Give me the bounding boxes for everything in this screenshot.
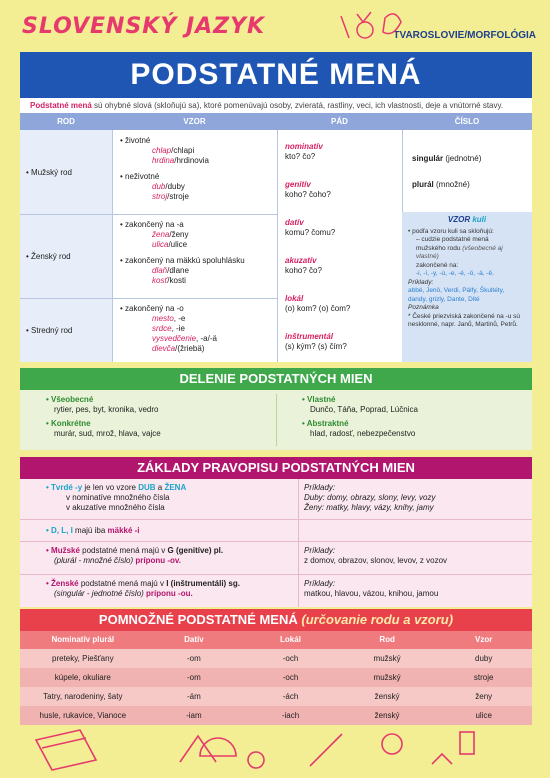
rod-muzsky: • Mužský rod [26, 168, 72, 177]
rule-tvrde-y: • Tvrdé -y je len vo vzore DUB a ŽENA v nominatíve množného čísla v akuzatíve množného čísla [46, 483, 187, 512]
table-header [20, 113, 532, 130]
pad-genitiv: genitív koho? čoho? [285, 180, 331, 199]
examples-1: Príklady: Duby: domy, obrazy, slony, levy, vozy Ženy: matky, hlavy, vázy, knihy, jamy [304, 483, 436, 512]
table-row: kúpele, okuliare -om -och mužský stroje [20, 668, 532, 687]
col-cislo: ČÍSLO [454, 117, 480, 126]
pad-dativ: datív komu? čomu? [285, 218, 336, 237]
calculator-icon [460, 732, 474, 754]
rule-dli: • D, L, I majú iba mäkké -i [46, 526, 140, 535]
pomnozne-header: POMNOŽNÉ PODSTATNÉ MENÁ (určovanie rodu a vzoru) [20, 609, 532, 631]
pen-icon [310, 734, 342, 766]
ball-icon [382, 734, 402, 754]
cislo-singular: singulár (jednotné) [412, 154, 482, 163]
definition-term: Podstatné mená [30, 101, 92, 110]
page-subtitle: TVAROSLOVIE/MORFOLÓGIA [393, 30, 536, 41]
vzor-muzsky: • životné chlap/chlapi hrdina/hrdinovia • neživotné dub/duby stroj/stroje [120, 136, 209, 201]
vzor-zensky: • zakončený na -a žena/ženy ulica/ulice • zakončený na mäkkú spoluhlásku dlaň/dlane kosť/kosti [120, 220, 245, 285]
col-vzor: VZOR [183, 117, 206, 126]
vzor-kuli-box: VZOR kuli • podľa vzoru kuli sa skloňujú: – cudzie podstatné mená mužského rodu (všeobecné aj vlastné) zakončené na: -i, -í, -y, -ú, -e, -é, -ö, -á, -ě. Príklady: abbé, Jenö, Verdi, Pálfy, Škultéty, dandy, grizly, Dante, Dité Poznámka * České priezviská zakončené na -u sú nesklonné, napr. Janů, Martinů, Petrů. [402, 212, 532, 362]
doodle-icons [335, 8, 410, 46]
delenie-left: • Všeobecné rytier, pes, byt, kronika, vedro • Konkrétne murár, sud, mrož, hlava, vajce [46, 395, 161, 438]
rod-zensky: • Ženský rod [26, 252, 71, 261]
main-table [20, 130, 532, 362]
scissors-icon [432, 754, 452, 764]
vzor-stredny: • zakončený na -o mesto, -e srdce, -ie vysvedčenie, -a/-ä dievča/(žriebä) [120, 304, 217, 353]
book-icon [36, 730, 96, 770]
pad-instrumental: inštrumentál (s) kým? (s) čím? [285, 332, 347, 351]
examples-2: Príklady: z domov, obrazov, slonov, levov, z vozov [304, 546, 448, 565]
table-row: preteky, Piešťany -om -och mužský duby [20, 649, 532, 668]
pencil-icon [341, 16, 349, 38]
apple-icon [248, 752, 264, 768]
delenie-body [20, 390, 532, 450]
rule-zenske: • Ženské podstatné mená majú v I (inštrumentáli) sg. (singulár - jednotné číslo) príponu -ou. [46, 579, 240, 598]
examples-3: Príklady: matkou, hlavou, vázou, knihou, jamou [304, 579, 439, 598]
table-row: husle, rukavice, Vianoce -iam -iach ženský ulice [20, 706, 532, 725]
col-rod: ROD [57, 117, 75, 126]
footer-doodles [30, 720, 530, 778]
shape-icon [383, 14, 401, 34]
main-banner: PODSTATNÉ MENÁ [20, 52, 532, 98]
pomnozne-table-head: Nominatív plurál Datív Lokál Rod Vzor [20, 631, 532, 649]
definition [20, 98, 532, 113]
page-title: SLOVENSKÝ JAZYK [22, 14, 266, 39]
delenie-header: DELENIE PODSTATNÝCH MIEN [20, 368, 532, 390]
table-row: Tatry, narodeniny, šaty -ám -ách ženský ženy [20, 687, 532, 706]
pad-lokal: lokál (o) kom? (o) čom? [285, 294, 351, 313]
rod-stredny: • Stredný rod [26, 326, 73, 335]
bulb-icon [357, 22, 373, 38]
delenie-right: • Vlastné Dunčo, Táňa, Poprad, Lúčnica • Abstraktné hlad, radosť, nebezpečenstvo [302, 395, 418, 438]
col-pad: PÁD [331, 117, 348, 126]
pad-nominativ: nominatív kto? čo? [285, 142, 323, 161]
rule-muzske: • Mužské podstatné mená majú v G (genitíve) pl. (plurál - množné číslo) príponu -ov. [46, 546, 224, 565]
definition-text: sú ohybné slová (skloňujú sa), ktoré pomenúvajú osoby, zvieratá, rastliny, veci, ich vlastnosti, deje a vnútorné stavy. [94, 101, 504, 110]
cislo-plural: plurál (množné) [412, 180, 470, 189]
pomnozne-table [20, 631, 532, 725]
pad-akuzativ: akuzatív koho? čo? [285, 256, 322, 275]
pravopis-header: ZÁKLADY PRAVOPISU PODSTATNÝCH MIEN [20, 457, 532, 479]
pravopis-body [20, 479, 532, 607]
